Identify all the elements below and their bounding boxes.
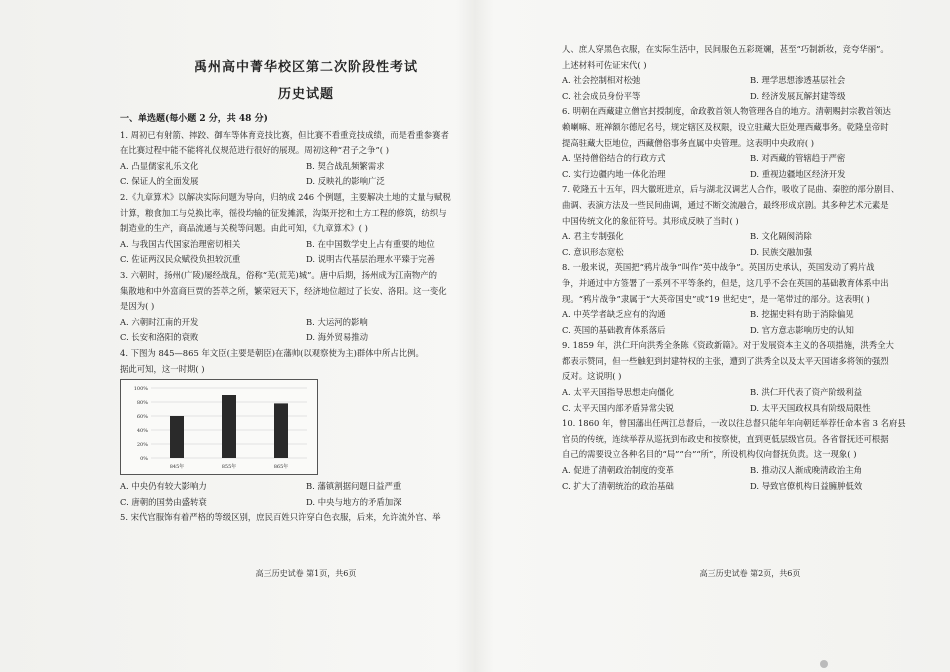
y-tick-label: 20% (136, 442, 148, 449)
x-tick-label: 845年 (169, 464, 185, 471)
option-a: A. 君主专制强化 (562, 231, 624, 242)
y-tick-label: 40% (136, 428, 148, 435)
question-line: 现。“鸦片战争”隶属于“大英帝国史”或“19 世纪史”，是一笔带过的部分。这表明( ) (562, 293, 870, 304)
option-d: D. 经济发展瓦解封建等级 (750, 90, 846, 101)
option-a: A. 中央仍有较大影响力 (120, 481, 207, 492)
question-1 (120, 128, 492, 190)
option-d: D. 官方意志影响历史的认知 (750, 324, 854, 335)
question-3 (120, 268, 492, 346)
question-line: 是因为( ) (120, 301, 155, 312)
option-c: C. 长安和洛阳的衰败 (120, 332, 199, 343)
question-line: 都表示赞同，但一些触犯到封建特权的主张，遭到了洪秀全以及太平天国诸多将领的强烈 (562, 355, 889, 366)
option-c: C. 英国的基础教育体系落后 (562, 324, 666, 335)
exam-subject: 历史试题 (277, 87, 334, 102)
question-line: 8. 一般来说，英国把“鸦片战争”叫作“英中战争”。英国历史承认，英国发动了鸦片战 (562, 262, 875, 273)
question-line: 人、庶人穿黑色衣服，在实际生活中，民间服色五彩斑斓，甚至“巧制新妆，竞夸华丽”。 (562, 44, 889, 54)
option-c: C. 太平天国内部矛盾异常尖锐 (562, 402, 674, 413)
option-c: C. 意识形态宽松 (562, 246, 624, 257)
question-line: 2.《九章算术》以解决实际问题为导向，归纳成 246 个例题，主要解决土地的丈量与赋税 (120, 191, 451, 202)
question-5 (120, 510, 492, 526)
page-2 (562, 0, 938, 672)
question-9 (562, 338, 938, 416)
question-line: 官员的传统，连续举荐从巡抚到布政史和按察使，直到更低层级官员。各省督抚还可根据 (562, 433, 889, 444)
y-tick-label: 80% (136, 400, 148, 407)
question-5-continued (562, 42, 938, 104)
option-c: C. 实行边疆内地一体化治理 (562, 168, 666, 179)
y-tick-label: 0% (140, 456, 148, 463)
option-a: A. 凸显儒家礼乐文化 (120, 160, 199, 171)
option-a: A. 与我国古代国家治理密切相关 (120, 238, 241, 249)
question-line: 9. 1859 年，洪仁玕向洪秀全条陈《资政新篇》。对于发展资本主义的各项措施，洪秀全大 (562, 340, 894, 351)
question-line: 6. 明朝在西藏建立僧官封授制度，命政教首领人物管理各自的地方。清朝赐封宗教首领达 (562, 106, 891, 117)
question-line: 1. 周初已有射箭、摔跤、御车等体育竞技比赛，但比赛不看重竞技成绩，而是看重参赛者 (120, 129, 449, 140)
question-line: 7. 乾隆五十五年，四大徽班进京，后与湖北汉调艺人合作，吸收了昆曲、秦腔的部分剧目、 (562, 184, 900, 195)
exam-title: 禹州高中菁华校区第二次阶段性考试 (193, 60, 418, 75)
question-line: 反对。这说明( ) (562, 371, 622, 382)
question-8 (562, 260, 938, 338)
section-heading: 一、单选题(每小题 2 分，共 48 分) (120, 114, 268, 124)
option-b: B. 契合战乱频繁需求 (306, 160, 385, 171)
option-d: D. 重视边疆地区经济开发 (750, 168, 846, 179)
question-4 (120, 346, 492, 510)
question-2 (120, 190, 492, 268)
option-c: C. 扩大了清朝统治的政治基础 (562, 480, 674, 491)
option-c: C. 保证人的全面发展 (120, 176, 199, 187)
option-a: A. 中英学者缺乏应有的沟通 (562, 309, 666, 320)
bar (222, 395, 236, 458)
question-line: 计算，粮食加工与兑换比率，徭役均输的征发摊派，沟渠开挖和土方工程的修筑，纺织与 (120, 207, 447, 218)
option-a: A. 社会控制相对松弛 (562, 75, 641, 86)
question-line: 制造业的生产，商品流通与关税等问题。由此可知，《九章算术》( ) (120, 223, 368, 234)
option-b: B. 在中国数学史上占有重要的地位 (306, 238, 435, 249)
page-footer: 高三历史试卷 第2页，共6页 (699, 569, 801, 578)
option-d: D. 说明古代基层治理水平臻于完善 (306, 254, 435, 265)
question-line: 上述材料可佐证宋代( ) (562, 59, 647, 70)
question-line: 在比赛过程中能不能将礼仪规范进行很好的展现。周初这种“君子之争”( ) (120, 145, 390, 156)
option-a: A. 太平天国指导思想走向僵化 (562, 387, 674, 398)
y-tick-label: 60% (136, 414, 148, 421)
scan-speck (820, 660, 828, 668)
question-line: 4. 下图为 845—865 年文臣(主要是朝臣)在藩帅(以观察使为主)群体中所占比例。 (120, 347, 424, 358)
chart-svg (121, 380, 317, 474)
question-line: 10. 1860 年，曾国藩出任两江总督后，一改以往总督只能年年向朝廷举荐任命本省 3 名府县 (562, 418, 906, 429)
question-10 (562, 416, 938, 494)
option-b: B. 藩镇割据问题日益严重 (306, 481, 402, 492)
option-b: B. 洪仁玕代表了资产阶级利益 (750, 387, 862, 398)
bar (170, 416, 184, 458)
question-line: 3. 六朝时，扬州(广陵)屡经战乱，俗称“芜(荒芜)城”。唐中后期，扬州成为江南物产的 (120, 269, 438, 280)
option-a: A. 六朝时江南的开发 (120, 316, 199, 327)
question-line: 中国传统文化的象征符号。其形成反映了当时( ) (562, 215, 739, 226)
option-b: B. 文化隔阂消除 (750, 231, 812, 242)
question-7 (562, 182, 938, 260)
option-b: B. 对西藏的管辖趋于严密 (750, 153, 846, 164)
question-6 (562, 104, 938, 182)
question-line: 据此可知，这一时期( ) (120, 363, 205, 374)
option-b: B. 推动汉人渐成晚清政治主角 (750, 465, 862, 476)
option-d: D. 民族交融加强 (750, 246, 812, 257)
option-d: D. 太平天国政权具有阶级局限性 (750, 402, 871, 413)
page-footer: 高三历史试卷 第1页，共6页 (255, 569, 357, 578)
question-line: 提高驻藏大臣地位，西藏僧俗事务直属中央管理。这表明中央政府( ) (562, 137, 815, 148)
option-a: A. 坚持僧俗结合的行政方式 (562, 153, 666, 164)
option-b: B. 理学思想渗透基层社会 (750, 75, 846, 86)
x-tick-label: 865年 (273, 464, 289, 471)
x-tick-label: 855年 (221, 464, 237, 471)
option-a: A. 促进了清朝政治制度的变革 (562, 465, 674, 476)
bar (274, 403, 288, 458)
question-line: 5. 宋代官服饰有着严格的等级区别，庶民百姓只许穿白色衣服，后来，允许流外官、举 (120, 512, 441, 523)
question-line: 争，并通过中方签署了一系列不平等条约，但是，这几乎不会在英国的基础教育体系中出 (562, 277, 889, 288)
option-b: B. 大运河的影响 (306, 316, 368, 327)
option-d: D. 导致官僚机构日益臃肿低效 (750, 480, 863, 491)
question-line: 曲调、表演方法及一些民间曲调，通过不断交流融合，最终形成京剧。其多种艺术元素是 (562, 199, 889, 210)
question-line: 自己的需要设立各种名目的“局”“台”“所”，所设机构仅向督抚负责。这一现象( ) (562, 449, 857, 460)
option-c: C. 社会成员身份平等 (562, 90, 641, 101)
option-b: B. 挖掘史料有助于消除偏见 (750, 309, 854, 320)
question-line: 集散地和中外富商巨贾的荟萃之所，繁荣冠天下，经济地位超过了长安、洛阳。这一变化 (120, 285, 447, 296)
option-c: C. 唐朝的国势由盛转衰 (120, 496, 207, 507)
y-tick-label: 100% (133, 386, 148, 393)
option-d: D. 海外贸易推动 (306, 332, 368, 343)
ratio-bar-chart (120, 379, 318, 475)
question-line: 赖喇嘛、班禅额尔德尼名号，规定辖区及权限，设立驻藏大臣处理西藏事务。乾隆皇帝时 (562, 121, 889, 132)
option-d: D. 反映礼的影响广泛 (306, 176, 385, 187)
option-c: C. 佐证两汉民众赋役负担较沉重 (120, 254, 241, 265)
option-d: D. 中央与地方的矛盾加深 (306, 496, 402, 507)
page-1 (120, 0, 492, 672)
